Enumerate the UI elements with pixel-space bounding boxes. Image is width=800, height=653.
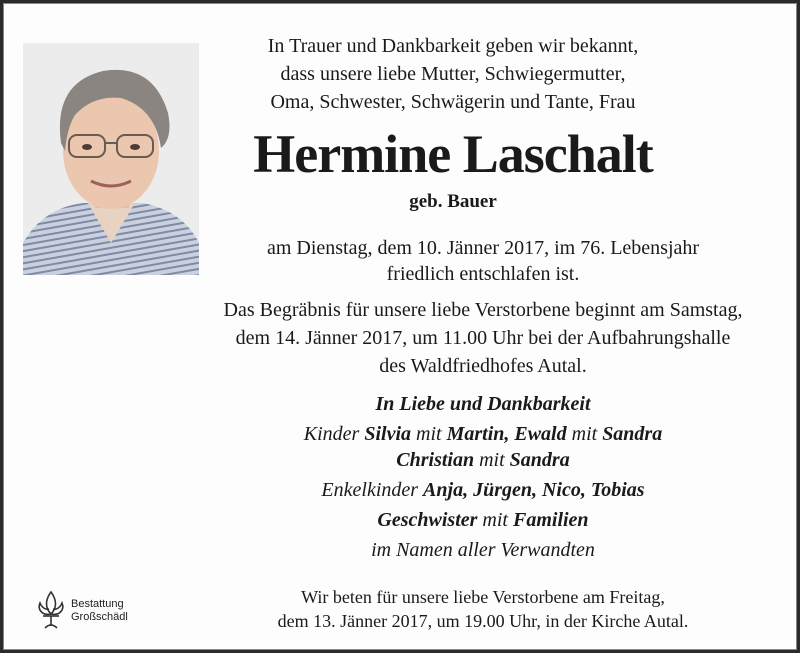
children-line: Kinder Silvia mit Martin, Ewald mit Sandra: [303, 423, 663, 445]
prayer-line: Wir beten für unsere liebe Verstorbene am Freitag,: [301, 587, 665, 607]
funeral-home-logo: [33, 588, 153, 633]
maiden-name: geb. Bauer: [409, 191, 497, 212]
death-line: am Dienstag, dem 10. Jänner 2017, im 76. Lebensjahr: [266, 237, 700, 259]
intro-text: [193, 32, 713, 116]
logo-text: [71, 598, 128, 624]
relatives-line: im Namen aller Verwandten: [371, 539, 595, 561]
death-line: friedlich entschlafen ist.: [386, 263, 580, 285]
siblings-line: Geschwister mit Familien: [377, 509, 589, 531]
portrait-photo: [23, 43, 199, 275]
mourners-heading: In Liebe und Dankbarkeit: [375, 393, 591, 415]
intro-line: dass unsere liebe Mutter, Schwiegermutter,: [280, 63, 626, 85]
logo-line-2: Großschädl: [71, 611, 128, 623]
intro-line: In Trauer und Dankbarkeit geben wir bekannt,: [267, 35, 639, 57]
funeral-info: [173, 296, 793, 380]
funeral-line: dem 14. Jänner 2017, um 11.00 Uhr bei der Aufbahrungshalle: [235, 327, 731, 349]
funeral-line: des Waldfriedhofes Autal.: [379, 355, 587, 377]
death-announcement: [203, 235, 763, 287]
prayer-info: [203, 585, 763, 633]
fleur-de-lis-icon: [33, 588, 69, 633]
deceased-name: Hermine Laschalt: [253, 124, 653, 184]
funeral-line: Das Begräbnis für unsere liebe Verstorbene beginnt am Samstag,: [223, 299, 743, 321]
grandchildren-line: Enkelkinder Anja, Jürgen, Nico, Tobias: [321, 479, 645, 501]
logo-line-1: Bestattung: [71, 598, 124, 610]
prayer-line: dem 13. Jänner 2017, um 19.00 Uhr, in der Kirche Autal.: [277, 611, 689, 631]
intro-line: Oma, Schwester, Schwägerin und Tante, Frau: [270, 91, 636, 113]
mourners-list: [183, 389, 783, 565]
children-line-2: Christian mit Sandra: [396, 449, 570, 471]
